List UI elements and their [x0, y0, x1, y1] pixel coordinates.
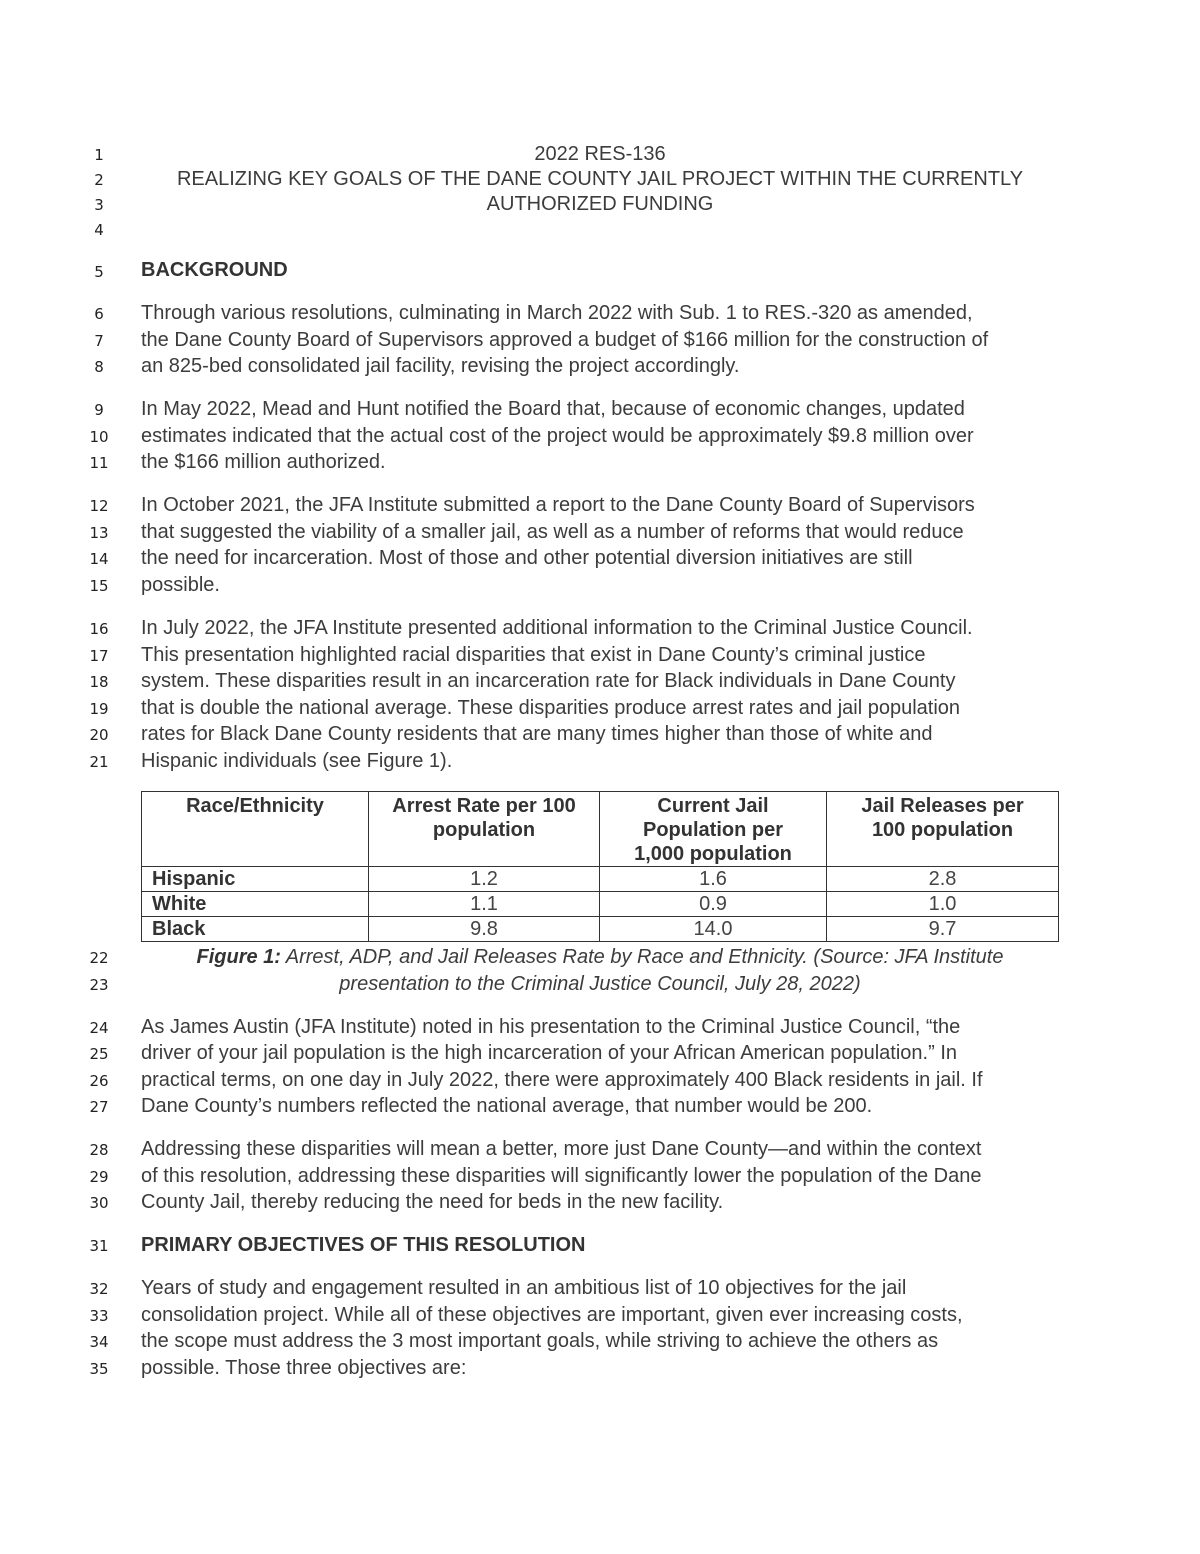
- line-number: 5: [94, 263, 104, 281]
- line-number: 13: [89, 524, 109, 542]
- paragraph-line: an 825-bed consolidated jail facility, revising the project accordingly.: [141, 355, 740, 377]
- line-number: 9: [94, 401, 104, 419]
- paragraph-line: In October 2021, the JFA Institute submitted a report to the Dane County Board of Supervisors: [141, 494, 975, 516]
- paragraph-line: Hispanic individuals (see Figure 1).: [141, 750, 453, 772]
- section-heading-background: BACKGROUND: [141, 259, 288, 281]
- line-number: 24: [89, 1019, 109, 1037]
- paragraph-line: practical terms, on one day in July 2022, there were approximately 400 Black residents in jail. If: [141, 1069, 983, 1091]
- line-number: 20: [89, 726, 109, 744]
- line-number: 6: [94, 305, 104, 323]
- line-number: 12: [89, 497, 109, 515]
- line-number: 19: [89, 700, 109, 718]
- paragraph-line: As James Austin (JFA Institute) noted in his presentation to the Criminal Justice Council, “the: [141, 1016, 961, 1038]
- paragraph-line: possible. Those three objectives are:: [141, 1357, 467, 1379]
- race-cell: Black: [142, 917, 369, 942]
- line-number: 28: [89, 1141, 109, 1159]
- figure1-table: [141, 791, 1059, 942]
- arrest-rate-cell: 9.8: [369, 917, 600, 942]
- line-number: 1: [94, 146, 104, 164]
- table-row: [142, 867, 1059, 892]
- line-number: 18: [89, 673, 109, 691]
- line-number: 4: [94, 221, 104, 239]
- column-header-race: Race/Ethnicity: [142, 792, 369, 867]
- paragraph-line: that suggested the viability of a smaller jail, as well as a number of reforms that would reduce: [141, 521, 964, 543]
- paragraph-line: estimates indicated that the actual cost of the project would be approximately $9.8 million over: [141, 425, 974, 447]
- paragraph-line: the $166 million authorized.: [141, 451, 386, 473]
- arrest-rate-cell: 1.1: [369, 892, 600, 917]
- line-number: 16: [89, 620, 109, 638]
- line-number: 8: [94, 358, 104, 376]
- paragraph-line: that is double the national average. These disparities produce arrest rates and jail population: [141, 697, 961, 719]
- column-header-jail-population: Current Jail Population per 1,000 population: [600, 792, 827, 867]
- table-row: [142, 917, 1059, 942]
- jail-releases-cell: 1.0: [827, 892, 1059, 917]
- paragraph-line: of this resolution, addressing these disparities will significantly lower the population of the Dane: [141, 1165, 982, 1187]
- arrest-rate-cell: 1.2: [369, 867, 600, 892]
- paragraph-line: County Jail, thereby reducing the need for beds in the new facility.: [141, 1191, 724, 1213]
- column-header-arrest-rate: Arrest Rate per 100 population: [369, 792, 600, 867]
- document-title-line1: REALIZING KEY GOALS OF THE DANE COUNTY JAIL PROJECT WITHIN THE CURRENTLY: [176, 168, 1024, 190]
- paragraph-line: In July 2022, the JFA Institute presented additional information to the Criminal Justice Council.: [141, 617, 973, 639]
- document-title-line2: AUTHORIZED FUNDING: [486, 193, 714, 215]
- line-number: 15: [89, 577, 109, 595]
- figure1-caption-line1: [130, 944, 1070, 970]
- line-number: 2: [94, 171, 104, 189]
- paragraph-line: Addressing these disparities will mean a better, more just Dane County—and within the context: [141, 1138, 982, 1160]
- line-number: 3: [94, 196, 104, 214]
- line-number: 23: [89, 976, 109, 994]
- line-number: 32: [89, 1280, 109, 1298]
- paragraph-line: system. These disparities result in an incarceration rate for Black individuals in Dane County: [141, 670, 956, 692]
- paragraph-line: driver of your jail population is the high incarceration of your African American population.” In: [141, 1042, 958, 1064]
- paragraph-line: Through various resolutions, culminating in March 2022 with Sub. 1 to RES.-320 as amended,: [141, 302, 973, 324]
- table-row: [142, 892, 1059, 917]
- jail-population-cell: 0.9: [600, 892, 827, 917]
- jail-releases-cell: 2.8: [827, 867, 1059, 892]
- line-number: 27: [89, 1098, 109, 1116]
- line-number: 14: [89, 550, 109, 568]
- line-number: 34: [89, 1333, 109, 1351]
- column-header-jail-releases: Jail Releases per 100 population: [827, 792, 1059, 867]
- jail-releases-cell: 9.7: [827, 917, 1059, 942]
- resolution-number: 2022 RES-136: [534, 143, 666, 165]
- jail-population-cell: 1.6: [600, 867, 827, 892]
- line-number: 25: [89, 1045, 109, 1063]
- paragraph-line: the scope must address the 3 most important goals, while striving to achieve the others as: [141, 1330, 939, 1352]
- line-number: 10: [89, 428, 109, 446]
- race-cell: White: [142, 892, 369, 917]
- table-header-row: [142, 792, 1059, 867]
- paragraph-line: Dane County’s numbers reflected the national average, that number would be 200.: [141, 1095, 873, 1117]
- line-number: 35: [89, 1360, 109, 1378]
- jail-population-cell: 14.0: [600, 917, 827, 942]
- line-number: 30: [89, 1194, 109, 1212]
- line-number: 33: [89, 1307, 109, 1325]
- paragraph-line: the need for incarceration. Most of those and other potential diversion initiatives are still: [141, 547, 913, 569]
- race-cell: Hispanic: [142, 867, 369, 892]
- line-number: 11: [89, 454, 109, 472]
- figure1-caption-label: Figure 1:: [196, 946, 281, 968]
- paragraph-line: In May 2022, Mead and Hunt notified the Board that, because of economic changes, updated: [141, 398, 965, 420]
- line-number: 31: [89, 1237, 109, 1255]
- line-number: 7: [94, 332, 104, 350]
- paragraph-line: Years of study and engagement resulted in an ambitious list of 10 objectives for the jail: [141, 1277, 907, 1299]
- paragraph-line: rates for Black Dane County residents that are many times higher than those of white and: [141, 723, 933, 745]
- paragraph-line: the Dane County Board of Supervisors approved a budget of $166 million for the construction of: [141, 329, 989, 351]
- line-number: 26: [89, 1072, 109, 1090]
- line-number: 21: [89, 753, 109, 771]
- line-number: 29: [89, 1168, 109, 1186]
- paragraph-line: consolidation project. While all of these objectives are important, given ever increasing costs,: [141, 1304, 963, 1326]
- line-number: 22: [89, 949, 109, 967]
- section-heading-objectives: PRIMARY OBJECTIVES OF THIS RESOLUTION: [141, 1234, 586, 1256]
- figure1-caption-line2: presentation to the Criminal Justice Council, July 28, 2022): [339, 973, 861, 995]
- paragraph-line: possible.: [141, 574, 220, 596]
- figure1-caption-text: Arrest, ADP, and Jail Releases Rate by Race and Ethnicity. (Source: JFA Institute: [280, 946, 1004, 968]
- line-number: 17: [89, 647, 109, 665]
- paragraph-line: This presentation highlighted racial disparities that exist in Dane County’s criminal justice: [141, 644, 926, 666]
